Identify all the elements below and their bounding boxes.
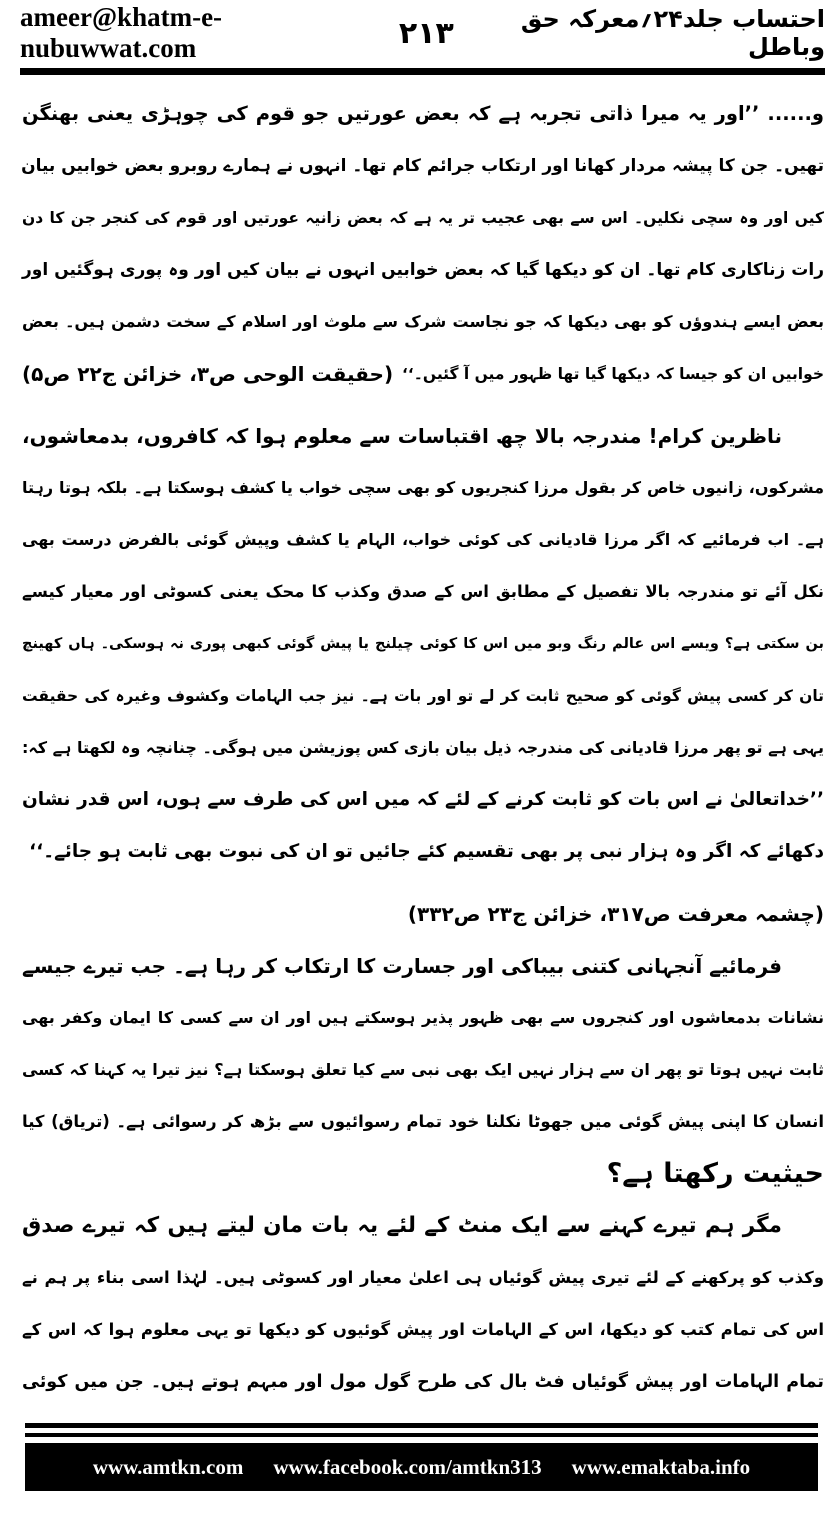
text-line: حیثیت رکھتا ہے؟ xyxy=(606,1158,824,1189)
citation: (چشمہ معرفت ص۳۱۷، خزائن ج۲۳ ص۳۳۲) xyxy=(407,902,824,926)
text-line: بن سکتی ہے؟ ویسے اس عالم رنگ وبو میں اس کا کوئی چیلنج یا پیش گوئی کبھی پوری نہ ہوسکی۔ ہاں کھینچ xyxy=(22,636,824,652)
footer-bar xyxy=(25,1443,818,1491)
text-line: اس کی تمام کتب کو دیکھا، اس کے الہامات اور پیش گوئیوں کو دیکھا تو یہی معلوم ہوا کہ اس کے xyxy=(22,1320,824,1339)
footer-rule xyxy=(25,1433,818,1437)
text-line: تان کر کسی پیش گوئی کو صحیح ثابت کر لے تو اور بات ہے۔ نیز جب الہامات وکشوف وغیرہ کی حقیقت xyxy=(22,687,824,705)
text-line: تھیں۔ جن کا پیشہ مردار کھانا اور ارتکاب جرائم کام تھا۔ انہوں نے ہمارے روبرو بعض خوابیں بیان xyxy=(21,156,824,176)
text-line: نکل آئے تو مندرجہ بالا تفصیل کے مطابق اس کے صدق وکذب کا محک یعنی کسوٹی اور معیار کیسے xyxy=(22,582,824,601)
text-line: نشانات بدمعاشوں اور کنجروں سے بھی ظہور پذیر ہوسکتے ہیں اور ان سے کسی کا ایمان وکفر بھی xyxy=(22,1008,824,1027)
footer-link-emaktaba[interactable]: www.emaktaba.info xyxy=(571,1454,751,1479)
text-line: ناظرین کرام! مندرجہ بالا چھ اقتباسات سے معلوم ہوا کہ کافروں، بدمعاشوں، xyxy=(22,424,782,448)
footer-link-facebook[interactable]: www.facebook.com/amtkn313 xyxy=(273,1454,542,1479)
text-line: یہی ہے تو پھر مرزا قادیانی کی مندرجہ ذیل بیان بازی کس پوزیشن میں ہوگی۔ چنانچہ وہ لکھتا ہے کہ: xyxy=(22,738,824,757)
text-line: ہے۔ اب فرمائیے کہ اگر مرزا قادیانی کی کوئی خواب، الہام یا کشف وپیش گوئی بالفرض درست بھی xyxy=(22,530,824,549)
footer-link-website[interactable]: www.amtkn.com xyxy=(92,1454,244,1479)
quote-end-text: خوابیں ان کو جیسا کہ دیکھا گیا تھا ظہور میں آ گئیں۔‘‘ xyxy=(402,365,824,383)
page-body xyxy=(22,88,824,1408)
text-line: مشرکوں، زانیوں خاص کر بقول مرزا کنجریوں کو بھی سچی خواب یا کشف ہوسکتا ہے۔ بلکہ ہوتا رہتا xyxy=(22,478,824,497)
header-email: ameer@khatm-e-nubuwwat.com xyxy=(20,2,223,63)
quote-end-line xyxy=(22,348,824,400)
text-line: تمام الہامات اور پیش گوئیاں فٹ بال کی طرح گول مول اور مبہم ہوتے ہیں۔ جن میں کوئی xyxy=(22,1372,824,1392)
text-line: بعض ایسے ہندوؤں کو بھی دیکھا کہ جو نجاست شرک سے ملوث اور اسلام کے سخت دشمن ہیں۔ بعض xyxy=(22,312,824,331)
text-line: رات زناکاری کام تھا۔ ان کو دیکھا گیا کہ بعض خوابیں انہوں نے بیان کیں اور وہ پوری ہوگئیں اور xyxy=(22,260,824,280)
footer-rule xyxy=(25,1423,818,1428)
text-line: دکھائے کہ اگر وہ ہزار نبی پر بھی تقسیم کئے جائیں تو ان کی نبوت بھی ثابت ہو جائے۔‘‘ xyxy=(29,841,824,862)
text-line: ’’خداتعالیٰ نے اس بات کو ثابت کرنے کے لئے کہ میں اس کی طرف سے ہوں، اس قدر نشان xyxy=(22,789,824,810)
text-line: وکذب کو پرکھنے کے لئے تیری پیش گوئیاں ہی اعلیٰ معیار اور کسوٹی ہیں۔ لہٰذا اسی بناء پر ہم نے xyxy=(22,1268,824,1287)
header-left xyxy=(20,2,454,64)
text-line: کیں اور وہ سچی نکلیں۔ اس سے بھی عجیب تر یہ ہے کہ بعض زانیہ عورتیں اور قوم کی کنجر جن کا دن xyxy=(22,209,824,227)
text-line: ثابت نہیں ہوتا تو پھر ان سے ہزار نہیں ایک بھی نبی سے کیا تعلق ہوسکتا ہے؟ نیز تیرا یہ کہنا کہ کسی xyxy=(22,1060,824,1079)
text-line: مگر ہم تیرے کہنے سے ایک منٹ کے لئے یہ بات مان لیتے ہیں کہ تیرے صدق xyxy=(22,1213,782,1238)
text-line: فرمائیے آنجہانی کتنی بیباکی اور جسارت کا ارتکاب کر رہا ہے۔ جب تیرے جیسے xyxy=(22,954,782,978)
citation: (حقیقت الوحی ص۳، خزائن ج۲۲ ص۵) xyxy=(22,362,394,386)
text-line: انسان کا اپنی پیش گوئی میں جھوٹا نکلنا خود تمام رسوائیوں سے بڑھ کر رسوائی ہے۔ (تریاق) کیا xyxy=(22,1112,824,1131)
text-line: و...... ’’اور یہ میرا ذاتی تجربہ ہے کہ بعض عورتیں جو قوم کی چوہڑی یعنی بھنگن xyxy=(22,102,824,125)
page-header xyxy=(20,2,825,63)
header-rule xyxy=(20,68,825,75)
page-number: ۲۱۳ xyxy=(398,15,454,51)
book-title: احتساب جلد۲۴؍معرکہ حق وباطل xyxy=(520,5,825,61)
